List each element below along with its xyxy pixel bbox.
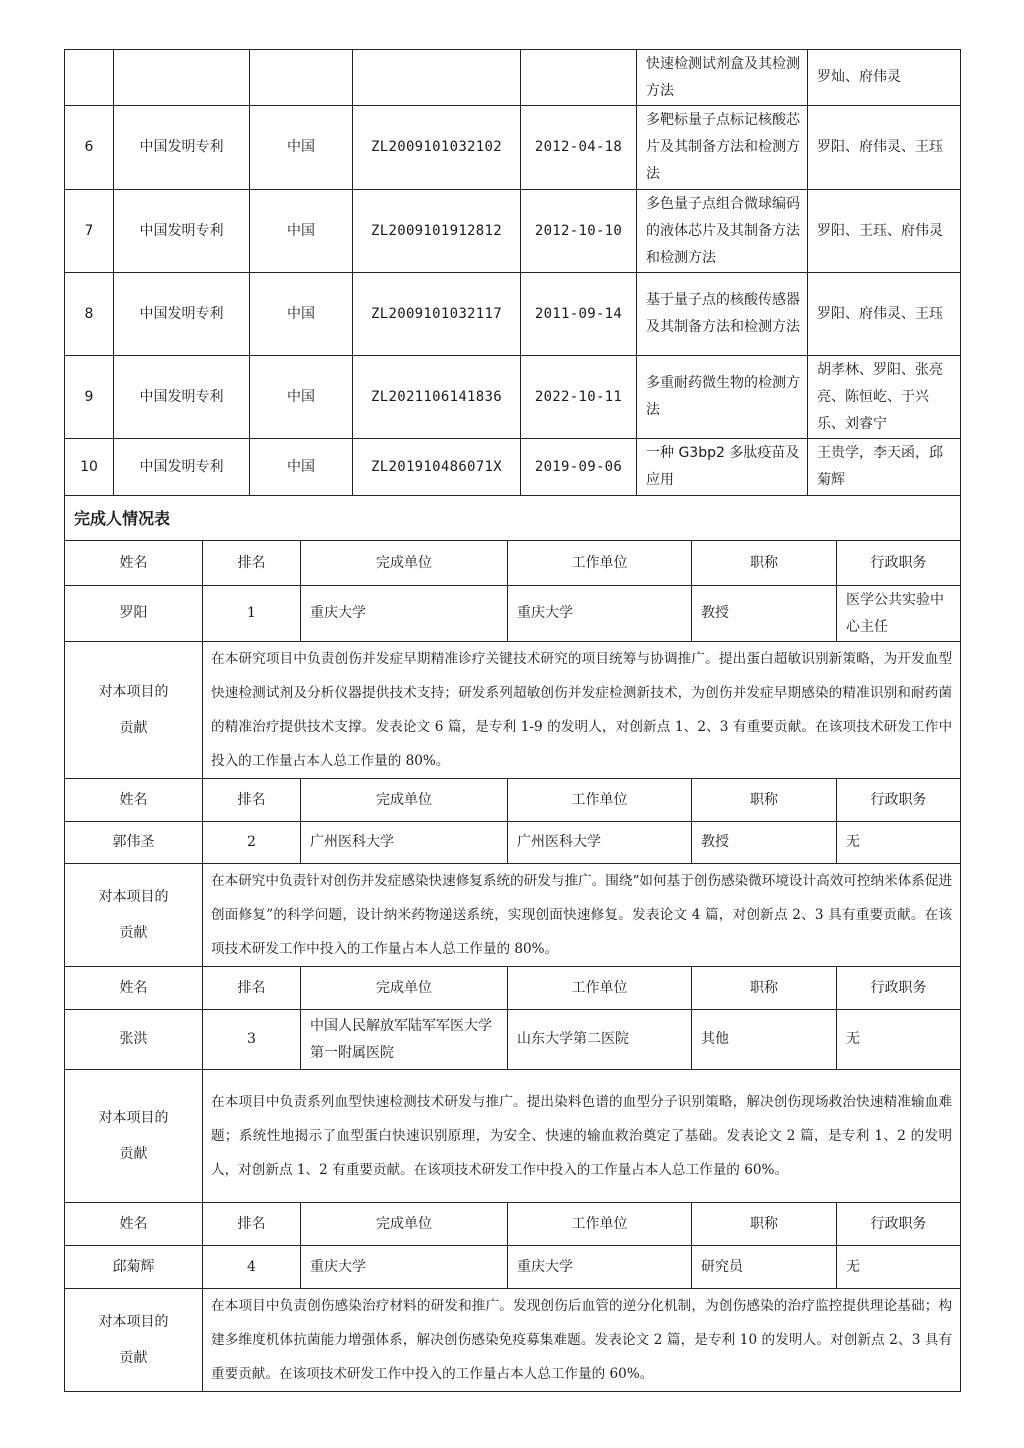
person-rank: 4	[203, 1246, 301, 1289]
patent-inventors: 罗阳、府伟灵、王珏	[808, 273, 961, 356]
person-admin-post: 无	[837, 822, 961, 864]
patent-date: 2022-10-11	[521, 356, 637, 439]
person-job-title: 研究员	[692, 1246, 837, 1289]
person-header-row	[65, 967, 961, 1010]
patent-country: 中国	[250, 439, 353, 496]
header-rank: 排名	[203, 1203, 301, 1246]
person-job-title: 教授	[692, 822, 837, 864]
person-work-unit: 广州医科大学	[508, 822, 692, 864]
contribution-label-line1: 对本项目的	[98, 1314, 169, 1330]
patent-country	[250, 50, 353, 106]
patent-no: 10	[65, 439, 114, 496]
patent-date: 2019-09-06	[521, 439, 637, 496]
patent-no: 6	[65, 106, 114, 190]
header-job-title: 职称	[692, 779, 837, 822]
person-row	[65, 1010, 961, 1070]
person-header-row	[65, 1203, 961, 1246]
person-name: 罗阳	[65, 586, 203, 642]
person-contribution-row	[65, 1070, 961, 1203]
header-work-unit: 工作单位	[508, 967, 692, 1010]
patent-number: ZL2021106141836	[353, 356, 521, 439]
header-completion-unit: 完成单位	[301, 541, 508, 586]
person-name: 张洪	[65, 1010, 203, 1070]
person-job-title: 其他	[692, 1010, 837, 1070]
person-contribution: 在本项目中负责创伤感染治疗材料的研发和推广。发现创伤后血管的逆分化机制，为创伤感染的治疗监控提供理论基础；构建多维度机体抗菌能力增强体系，解决创伤感染免疫募集难题。发表论文 2 篇，是专利 10 的发明人。对创新点 2、3 具有重要贡献。在该项技术研发工作中投入的工作量占本人总工作量的 60%。	[203, 1289, 961, 1392]
persons-table	[64, 495, 961, 1392]
patent-date: 2011-09-14	[521, 273, 637, 356]
person-job-title: 教授	[692, 586, 837, 642]
header-admin-post: 行政职务	[837, 779, 961, 822]
contribution-label-line1: 对本项目的	[98, 1110, 169, 1126]
patent-row	[65, 50, 961, 106]
contribution-label-line2: 贡献	[119, 925, 148, 941]
patent-title: 多重耐药微生物的检测方法	[637, 356, 808, 439]
patent-type	[114, 50, 250, 106]
header-name: 姓名	[65, 779, 203, 822]
header-admin-post: 行政职务	[837, 541, 961, 586]
patent-inventors: 王贵学，李天函，邱菊辉	[808, 439, 961, 496]
patent-date: 2012-04-18	[521, 106, 637, 190]
contribution-label-line2: 贡献	[119, 720, 148, 736]
contribution-label-line2: 贡献	[119, 1146, 148, 1162]
person-completion-unit: 重庆大学	[301, 1246, 508, 1289]
person-completion-unit: 广州医科大学	[301, 822, 508, 864]
patent-row	[65, 439, 961, 496]
section-title: 完成人情况表	[65, 496, 961, 541]
patent-type: 中国发明专利	[114, 190, 250, 273]
patent-date	[521, 50, 637, 106]
person-admin-post: 医学公共实验中心主任	[837, 586, 961, 642]
patent-type: 中国发明专利	[114, 273, 250, 356]
person-rank: 1	[203, 586, 301, 642]
contribution-label	[65, 1289, 203, 1392]
header-completion-unit: 完成单位	[301, 967, 508, 1010]
header-job-title: 职称	[692, 1203, 837, 1246]
patent-row	[65, 190, 961, 273]
patent-type: 中国发明专利	[114, 439, 250, 496]
patent-no: 8	[65, 273, 114, 356]
patent-row	[65, 106, 961, 190]
header-job-title: 职称	[692, 967, 837, 1010]
patent-country: 中国	[250, 106, 353, 190]
header-rank: 排名	[203, 779, 301, 822]
header-admin-post: 行政职务	[837, 1203, 961, 1246]
header-work-unit: 工作单位	[508, 1203, 692, 1246]
header-name: 姓名	[65, 541, 203, 586]
contribution-label-line1: 对本项目的	[98, 889, 169, 905]
patent-number: ZL2009101032102	[353, 106, 521, 190]
patent-date: 2012-10-10	[521, 190, 637, 273]
person-completion-unit: 中国人民解放军陆军军医大学第一附属医院	[301, 1010, 508, 1070]
person-row	[65, 1246, 961, 1289]
patent-no	[65, 50, 114, 106]
header-work-unit: 工作单位	[508, 779, 692, 822]
person-completion-unit: 重庆大学	[301, 586, 508, 642]
person-name: 邱菊辉	[65, 1246, 203, 1289]
person-contribution: 在本研究项目中负责创伤并发症早期精准诊疗关键技术研究的项目统筹与协调推广。提出蛋白超敏识别新策略，为开发血型快速检测试剂及分析仪器提供技术支持；研发系列超敏创伤并发症检测新技术，为创伤并发症早期感染的精准识别和耐药菌的精准治疗提供技术支撑。发表论文 6 篇，是专利 1-9 的发明人，对创新点 1、2、3 有重要贡献。在该项技术研发工作中投入的工作量占本人总工作量的 80%。	[203, 642, 961, 779]
patent-country: 中国	[250, 273, 353, 356]
person-header-row	[65, 541, 961, 586]
patent-title: 一种 G3bp2 多肽疫苗及应用	[637, 439, 808, 496]
patent-title: 多色量子点组合微球编码的液体芯片及其制备方法和检测方法	[637, 190, 808, 273]
person-admin-post: 无	[837, 1246, 961, 1289]
header-work-unit: 工作单位	[508, 541, 692, 586]
contribution-label-line1: 对本项目的	[98, 684, 169, 700]
patent-title: 基于量子点的核酸传感器及其制备方法和检测方法	[637, 273, 808, 356]
patent-table	[64, 49, 961, 496]
contribution-label	[65, 642, 203, 779]
person-work-unit: 重庆大学	[508, 586, 692, 642]
patent-title: 多靶标量子点标记核酸芯片及其制备方法和检测方法	[637, 106, 808, 190]
person-name: 郭伟圣	[65, 822, 203, 864]
patent-inventors: 罗灿、府伟灵	[808, 50, 961, 106]
patent-title: 快速检测试剂盒及其检测方法	[637, 50, 808, 106]
patent-number: ZL2009101032117	[353, 273, 521, 356]
person-contribution-row	[65, 642, 961, 779]
person-contribution-row	[65, 1289, 961, 1392]
person-work-unit: 重庆大学	[508, 1246, 692, 1289]
header-name: 姓名	[65, 967, 203, 1010]
patent-country: 中国	[250, 190, 353, 273]
person-row	[65, 586, 961, 642]
patent-inventors: 胡孝林、罗阳、张亮亮、陈恒屹、于兴乐、刘睿宁	[808, 356, 961, 439]
person-contribution-row	[65, 864, 961, 967]
header-completion-unit: 完成单位	[301, 779, 508, 822]
patent-row	[65, 273, 961, 356]
patent-number: ZL201910486071X	[353, 439, 521, 496]
patent-number	[353, 50, 521, 106]
patent-country: 中国	[250, 356, 353, 439]
header-admin-post: 行政职务	[837, 967, 961, 1010]
person-rank: 3	[203, 1010, 301, 1070]
contribution-label	[65, 864, 203, 967]
person-admin-post: 无	[837, 1010, 961, 1070]
patent-inventors: 罗阳、王珏、府伟灵	[808, 190, 961, 273]
header-rank: 排名	[203, 541, 301, 586]
person-row	[65, 822, 961, 864]
header-name: 姓名	[65, 1203, 203, 1246]
header-job-title: 职称	[692, 541, 837, 586]
contribution-label	[65, 1070, 203, 1203]
header-completion-unit: 完成单位	[301, 1203, 508, 1246]
patent-inventors: 罗阳、府伟灵、王珏	[808, 106, 961, 190]
header-rank: 排名	[203, 967, 301, 1010]
person-contribution: 在本项目中负责系列血型快速检测技术研发与推广。提出染料色谱的血型分子识别策略，解决创伤现场救治快速精准输血难题；系统性地揭示了血型蛋白快速识别原理，为安全、快速的输血救治奠定了基础。发表论文 2 篇，是专利 1、2 的发明人，对创新点 1、2 有重要贡献。在该项技术研发工作中投入的工作量占本人总工作量的 60%。	[203, 1070, 961, 1203]
patent-row	[65, 356, 961, 439]
contribution-label-line2: 贡献	[119, 1350, 148, 1366]
person-work-unit: 山东大学第二医院	[508, 1010, 692, 1070]
person-header-row	[65, 779, 961, 822]
person-contribution: 在本研究中负责针对创伤并发症感染快速修复系统的研发与推广。围绕“如何基于创伤感染微环境设计高效可控纳米体系促进创面修复”的科学问题，设计纳米药物递送系统，实现创面快速修复。发表论文 4 篇，对创新点 2、3 具有重要贡献。在该项技术研发工作中投入的工作量占本人总工作量的 80%。	[203, 864, 961, 967]
person-rank: 2	[203, 822, 301, 864]
patent-no: 7	[65, 190, 114, 273]
patent-no: 9	[65, 356, 114, 439]
patent-number: ZL2009101912812	[353, 190, 521, 273]
patent-type: 中国发明专利	[114, 356, 250, 439]
patent-type: 中国发明专利	[114, 106, 250, 190]
